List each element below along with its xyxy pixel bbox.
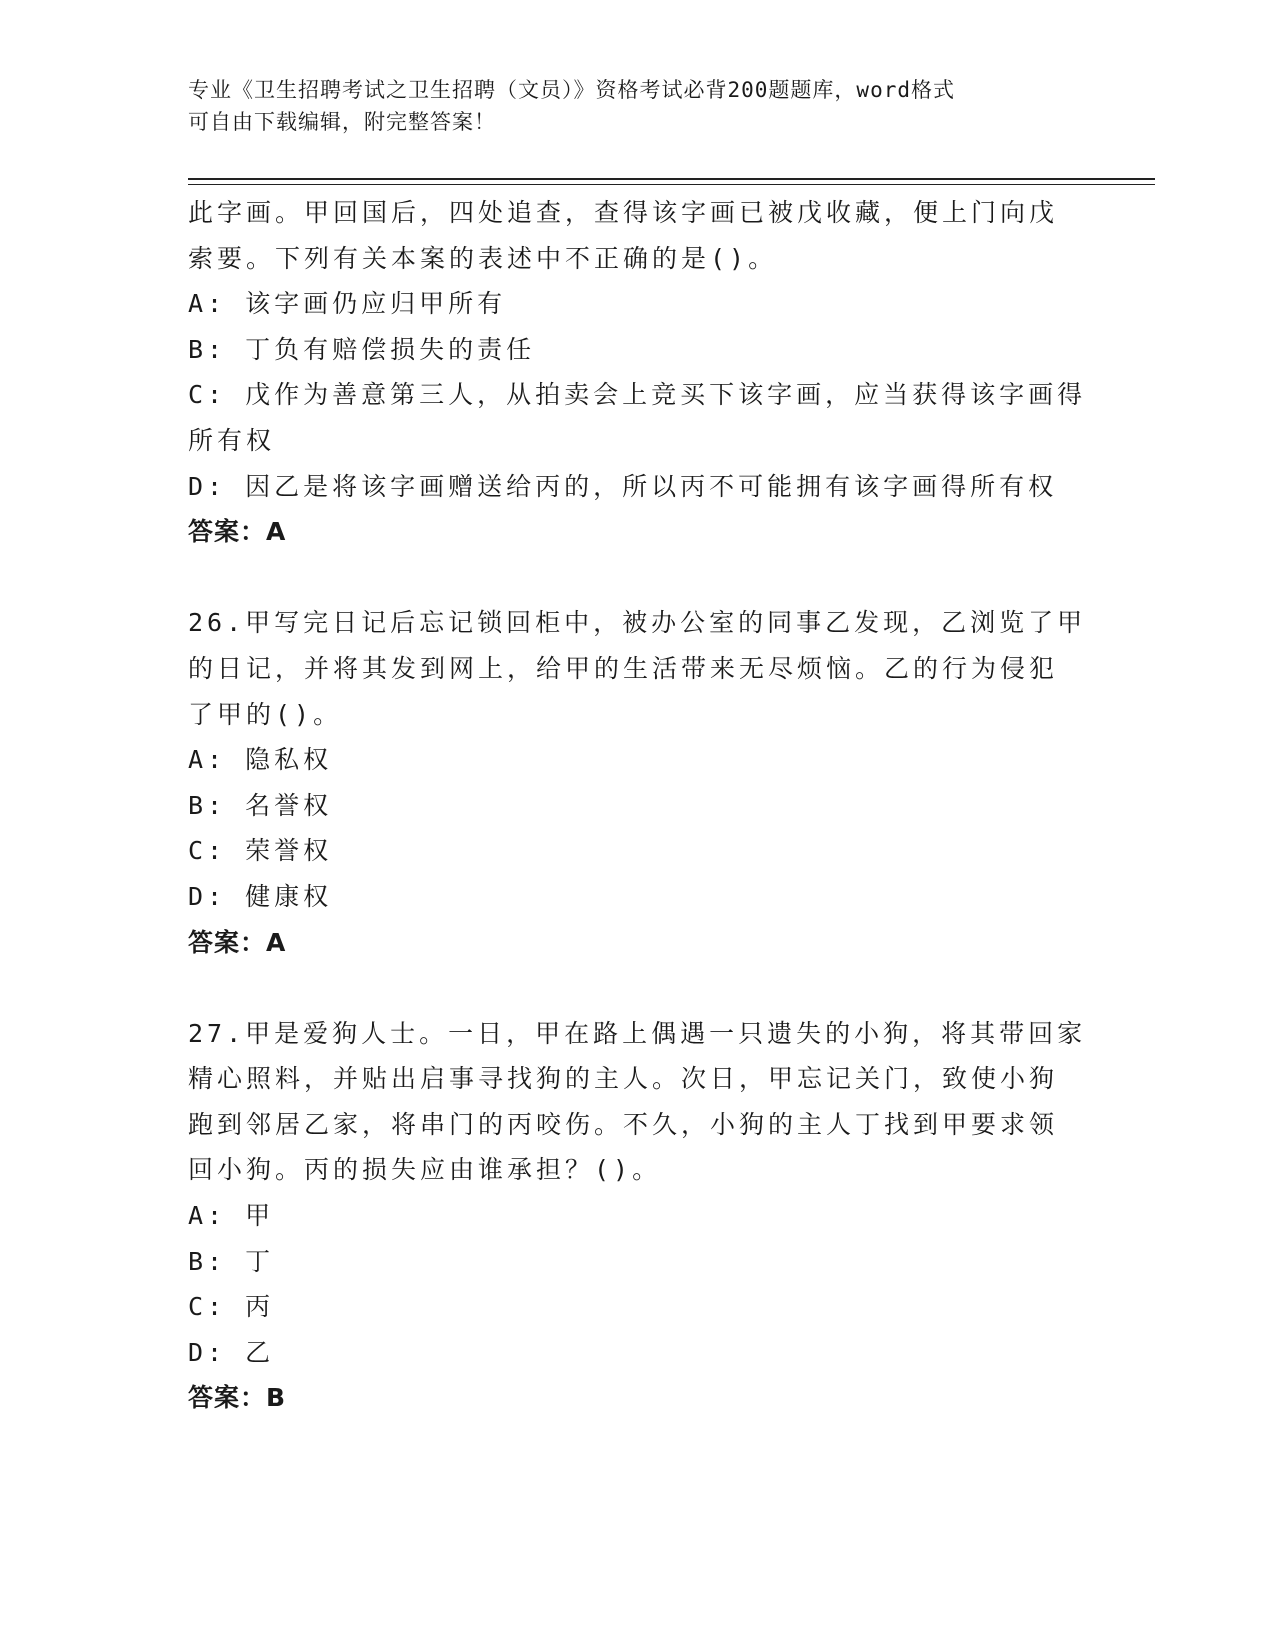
header-line-1: 专业《卫生招聘考试之卫生招聘（文员）》资格考试必背200题题库，word格式	[188, 78, 955, 102]
question-27	[188, 1011, 1088, 1421]
option-d: D: 因乙是将该字画赠送给丙的，所以丙不可能拥有该字画得所有权	[188, 471, 1058, 501]
option-a: A: 该字画仍应归甲所有	[188, 289, 507, 319]
option-c-continued: 所有权	[188, 425, 276, 455]
question-text-line: 跑到邻居乙家，将串门的丙咬伤。不久，小狗的主人丁找到甲要求领	[188, 1109, 1059, 1139]
option-d: D: 乙	[188, 1337, 275, 1367]
spacer	[188, 555, 1088, 601]
question-text-line: 27.甲是爱狗人士。一日，甲在路上偶遇一只遗失的小狗，将其带回家	[188, 1018, 1087, 1048]
option-b: B: 名誉权	[188, 790, 333, 820]
question-26	[188, 600, 1088, 965]
question-text-line: 此字画。甲回国后，四处追查，查得该字画已被戊收藏，便上门向戊	[188, 198, 1059, 227]
question-text-line: 索要。下列有关本案的表述中不正确的是()。	[188, 243, 778, 273]
question-text-line: 精心照料，并贴出启事寻找狗的主人。次日，甲忘记关门，致使小狗	[188, 1064, 1059, 1094]
option-c: C: 戊作为善意第三人，从拍卖会上竞买下该字画，应当获得该字画得	[188, 380, 1087, 410]
option-a: A: 隐私权	[188, 745, 333, 775]
question-text-line: 了甲的()。	[188, 699, 343, 729]
option-a: A: 甲	[188, 1201, 275, 1231]
option-c: C: 丙	[188, 1292, 275, 1322]
answer-label: 答案：A	[188, 517, 287, 547]
header-divider-thick	[188, 178, 1155, 180]
option-d: D: 健康权	[188, 881, 333, 911]
answer-label: 答案：B	[188, 1383, 287, 1413]
question-text-line: 26.甲写完日记后忘记锁回柜中，被办公室的同事乙发现，乙浏览了甲	[188, 608, 1087, 638]
option-b: B: 丁负有赔偿损失的责任	[188, 334, 536, 364]
question-text-line: 回小狗。丙的损失应由谁承担？()。	[188, 1155, 662, 1185]
spacer	[188, 965, 1088, 1011]
option-c: C: 荣誉权	[188, 836, 333, 866]
answer-label: 答案：A	[188, 927, 287, 957]
header-divider-thin	[188, 184, 1155, 185]
option-b: B: 丁	[188, 1246, 275, 1276]
question-text-line: 的日记，并将其发到网上，给甲的生活带来无尽烦恼。乙的行为侵犯	[188, 653, 1059, 683]
header-line-2: 可自由下载编辑，附完整答案！	[188, 110, 496, 134]
document-body	[188, 190, 1088, 1421]
document-header	[188, 74, 1068, 138]
question-25-continued	[188, 190, 1088, 555]
